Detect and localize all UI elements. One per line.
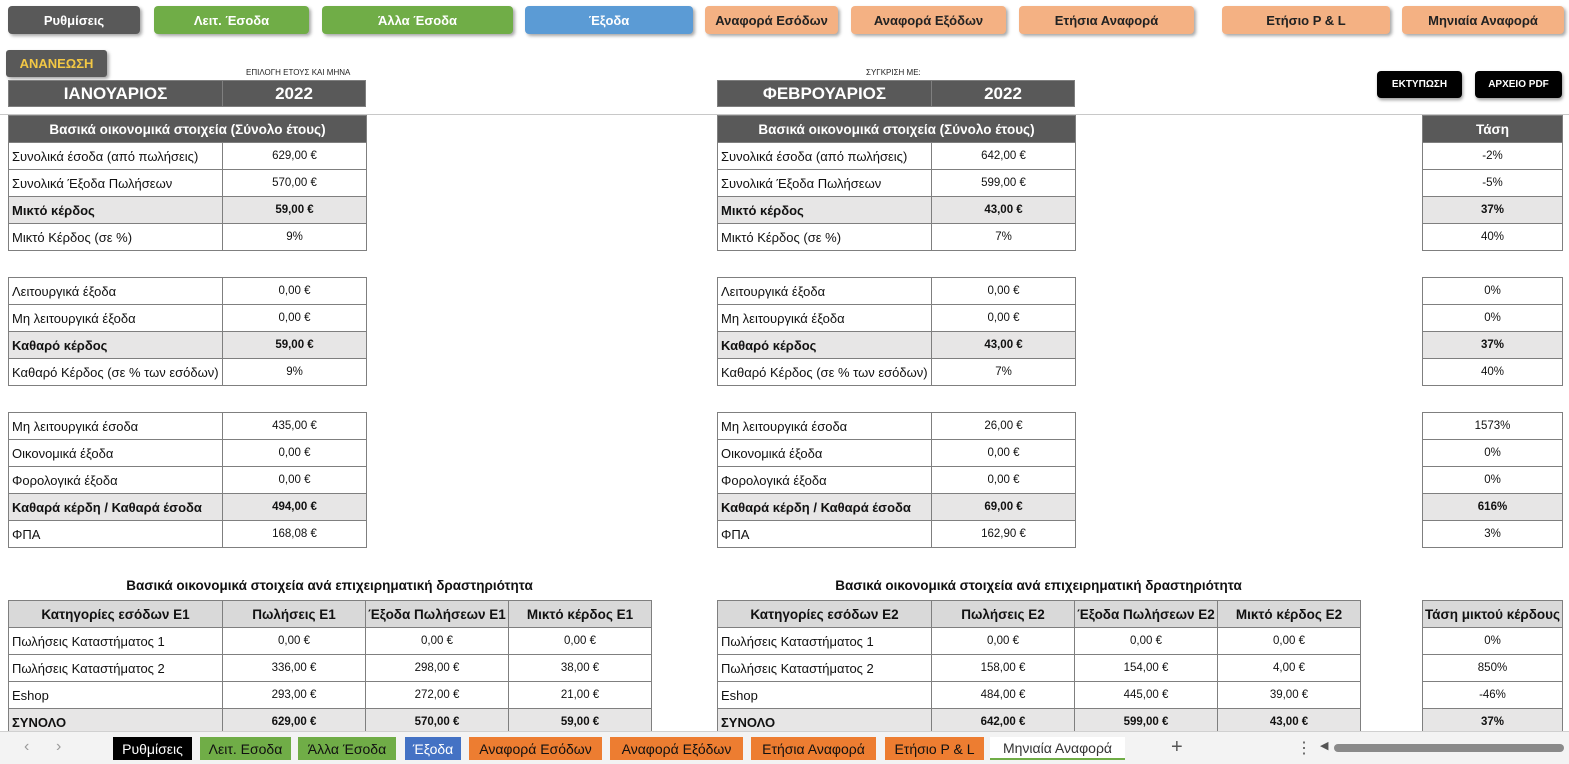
row-value[interactable]: -2% — [1423, 143, 1563, 170]
summary-row — [718, 224, 1076, 251]
row-value[interactable]: 0% — [1423, 278, 1563, 305]
trend-header: Τάση — [1423, 116, 1563, 143]
row-label: Καθαρά κέρδη / Καθαρά έσοδα — [718, 494, 932, 521]
activity-row — [718, 628, 1361, 655]
row-label: Συνολικά έσοδα (από πωλήσεις) — [718, 143, 932, 170]
row-label: Μη λειτουργικά έξοδα — [9, 305, 223, 332]
activity-value[interactable]: 0,00 € — [1218, 628, 1361, 655]
row-label: Καθαρό Κέρδος (σε % των εσόδων) — [718, 359, 932, 386]
summary-row — [9, 440, 367, 467]
right-activity-table — [717, 600, 1361, 736]
summary-row — [9, 143, 367, 170]
row-value[interactable]: 0,00 € — [223, 278, 367, 305]
activity-category: Eshop — [718, 682, 932, 709]
scrollbar-thumb[interactable] — [1334, 744, 1564, 752]
more-options-icon[interactable]: ⋮ — [1296, 740, 1312, 757]
summary-row — [718, 521, 1076, 548]
activity-value[interactable]: 642,00 € — [932, 709, 1075, 736]
row-value[interactable]: 26,00 € — [932, 413, 1076, 440]
row-value[interactable]: 40% — [1423, 359, 1563, 386]
tab-annual-report[interactable]: Ετήσια Αναφορά — [751, 737, 876, 760]
summary-row — [9, 467, 367, 494]
nav-expense-report-button[interactable]: Αναφορά Εξόδων — [851, 6, 1006, 34]
row-label: Μη λειτουργικά έσοδα — [9, 413, 223, 440]
row-label: Συνολικά Έξοδα Πωλήσεων — [9, 170, 223, 197]
activity-value[interactable]: 59,00 € — [509, 709, 652, 736]
activity-category: Πωλήσεις Καταστήματος 1 — [718, 628, 932, 655]
activity-value[interactable]: 39,00 € — [1218, 682, 1361, 709]
pdf-button[interactable]: ΑΡΧΕΙΟ PDF — [1475, 71, 1562, 98]
scroll-left-icon[interactable]: ◀ — [1320, 740, 1329, 752]
tab-other-income[interactable]: Άλλα Έσοδα — [298, 737, 396, 760]
activity-trend-value[interactable]: 0% — [1423, 628, 1563, 655]
activity-value[interactable]: 0,00 € — [223, 628, 366, 655]
summary-row — [1423, 197, 1563, 224]
activity-value[interactable]: 0,00 € — [1075, 628, 1218, 655]
summary-row — [1423, 467, 1563, 494]
activity-trend-value[interactable]: -46% — [1423, 682, 1563, 709]
row-label: Καθαρό κέρδος — [9, 332, 223, 359]
activity-category: ΣΥΝΟΛΟ — [718, 709, 932, 736]
period-select-label: ΕΠΙΛΟΓΗ ΕΤΟΥΣ ΚΑΙ ΜΗΝΑ — [246, 68, 351, 77]
activity-category: ΣΥΝΟΛΟ — [9, 709, 223, 736]
summary-row — [1423, 413, 1563, 440]
activity-value[interactable]: 4,00 € — [1218, 655, 1361, 682]
row-label: Μικτό κέρδος — [718, 197, 932, 224]
activity-header: Κατηγορίες εσόδων Ε1 — [9, 601, 223, 628]
left-activity-title: Βασικά οικονομικά στοιχεία ανά επιχειρηματική δραστηριότητα — [126, 578, 533, 593]
row-value[interactable]: 0,00 € — [932, 278, 1076, 305]
activity-value[interactable]: 0,00 € — [366, 628, 509, 655]
row-value[interactable]: -5% — [1423, 170, 1563, 197]
spacer-row — [718, 251, 1076, 278]
row-value[interactable]: 3% — [1423, 521, 1563, 548]
summary-row — [9, 305, 367, 332]
activity-trend-value[interactable]: 37% — [1423, 709, 1563, 736]
row-value[interactable]: 37% — [1423, 197, 1563, 224]
activity-value[interactable]: 293,00 € — [223, 682, 366, 709]
summary-row — [1423, 278, 1563, 305]
row-value[interactable]: 599,00 € — [932, 170, 1076, 197]
right-month-select[interactable]: ΦΕΒΡΟΥΑΡΙΟΣ — [717, 80, 932, 107]
summary-row — [718, 413, 1076, 440]
row-value[interactable]: 0,00 € — [223, 467, 367, 494]
activity-trend-header: Τάση μικτού κέρδους — [1423, 601, 1563, 628]
activity-header: Έξοδα Πωλήσεων Ε2 — [1075, 601, 1218, 628]
row-label: Συνολικά έσοδα (από πωλήσεις) — [9, 143, 223, 170]
row-label: Μικτό κέρδος — [9, 197, 223, 224]
row-label: Μη λειτουργικά έσοδα — [718, 413, 932, 440]
row-value[interactable]: 168,08 € — [223, 521, 367, 548]
activity-value[interactable]: 599,00 € — [1075, 709, 1218, 736]
activity-value[interactable]: 0,00 € — [932, 628, 1075, 655]
trend-table — [1422, 115, 1563, 548]
row-value[interactable]: 59,00 € — [223, 197, 367, 224]
row-label: Συνολικά Έξοδα Πωλήσεων — [718, 170, 932, 197]
activity-value[interactable]: 629,00 € — [223, 709, 366, 736]
activity-row — [9, 655, 652, 682]
nav-monthly-report-button[interactable]: Μηνιαία Αναφορά — [1402, 6, 1564, 34]
activity-value[interactable]: 570,00 € — [366, 709, 509, 736]
summary-row — [718, 197, 1076, 224]
row-label: Φορολογικά έξοδα — [718, 467, 932, 494]
refresh-button[interactable]: ΑΝΑΝΕΩΣΗ — [6, 50, 107, 77]
summary-row — [1423, 440, 1563, 467]
activity-header: Μικτό κέρδος Ε1 — [509, 601, 652, 628]
tab-monthly-report[interactable]: Μηνιαία Αναφορά — [990, 737, 1125, 760]
row-value[interactable]: 0,00 € — [223, 440, 367, 467]
spacer-row — [9, 251, 367, 278]
activity-value[interactable]: 272,00 € — [366, 682, 509, 709]
activity-value[interactable]: 38,00 € — [509, 655, 652, 682]
activity-header: Κατηγορίες εσόδων Ε2 — [718, 601, 932, 628]
row-label: Οικονομικά έξοδα — [718, 440, 932, 467]
summary-row — [9, 521, 367, 548]
row-value[interactable]: 0% — [1423, 467, 1563, 494]
activity-value[interactable]: 336,00 € — [223, 655, 366, 682]
row-value[interactable]: 0% — [1423, 440, 1563, 467]
activity-value[interactable]: 298,00 € — [366, 655, 509, 682]
row-value[interactable]: 616% — [1423, 494, 1563, 521]
right-summary-header: Βασικά οικονομικά στοιχεία (Σύνολο έτους) — [718, 116, 1076, 143]
summary-row — [718, 440, 1076, 467]
activity-header: Έξοδα Πωλήσεων Ε1 — [366, 601, 509, 628]
row-value[interactable]: 0,00 € — [932, 440, 1076, 467]
spacer-row — [718, 386, 1076, 413]
summary-row — [1423, 494, 1563, 521]
row-value[interactable]: 162,90 € — [932, 521, 1076, 548]
row-value[interactable]: 43,00 € — [932, 332, 1076, 359]
summary-row — [718, 359, 1076, 386]
nav-operating-income-button[interactable]: Λειτ. Έσοδα — [154, 6, 309, 34]
summary-row — [718, 278, 1076, 305]
activity-value[interactable]: 21,00 € — [509, 682, 652, 709]
tab-operating-income[interactable]: Λειτ. Εσοδα — [200, 737, 291, 760]
row-value[interactable]: 0,00 € — [932, 467, 1076, 494]
row-label: Μικτό Κέρδος (σε %) — [718, 224, 932, 251]
summary-row — [718, 143, 1076, 170]
nav-expenses-button[interactable]: Έξοδα — [525, 6, 693, 34]
row-value[interactable]: 642,00 € — [932, 143, 1076, 170]
activity-row — [718, 682, 1361, 709]
summary-row — [718, 170, 1076, 197]
print-button[interactable]: ΕΚΤΥΠΩΣΗ — [1377, 71, 1462, 98]
tab-settings[interactable]: Ρυθμίσεις — [113, 737, 192, 760]
spacer-row — [1423, 386, 1563, 413]
summary-row — [1423, 332, 1563, 359]
left-summary-table — [8, 115, 367, 548]
right-activity-title: Βασικά οικονομικά στοιχεία ανά επιχειρηματική δραστηριότητα — [835, 578, 1242, 593]
right-summary-table — [717, 115, 1076, 548]
activity-category: Eshop — [9, 682, 223, 709]
row-value[interactable]: 9% — [223, 224, 367, 251]
nav-settings-button[interactable]: Ρυθμίσεις — [8, 6, 140, 34]
summary-row — [1423, 521, 1563, 548]
summary-row — [9, 494, 367, 521]
row-value[interactable]: 0,00 € — [932, 305, 1076, 332]
summary-row — [9, 359, 367, 386]
summary-row — [1423, 170, 1563, 197]
activity-value[interactable]: 445,00 € — [1075, 682, 1218, 709]
activity-category: Πωλήσεις Καταστήματος 2 — [9, 655, 223, 682]
row-value[interactable]: 40% — [1423, 224, 1563, 251]
nav-annual-pl-button[interactable]: Ετήσιο P & L — [1222, 6, 1390, 34]
activity-row — [9, 628, 652, 655]
row-label: Φορολογικά έξοδα — [9, 467, 223, 494]
row-value[interactable]: 69,00 € — [932, 494, 1076, 521]
activity-header: Πωλήσεις Ε2 — [932, 601, 1075, 628]
nav-other-income-button[interactable]: Άλλα Έσοδα — [322, 6, 513, 34]
row-label: Λειτουργικά έξοδα — [9, 278, 223, 305]
activity-row — [9, 682, 652, 709]
tab-prev-arrow-icon[interactable]: ‹ — [24, 738, 30, 755]
activity-header: Πωλήσεις Ε1 — [223, 601, 366, 628]
right-year-select[interactable]: 2022 — [931, 80, 1075, 107]
row-label: Μη λειτουργικά έξοδα — [718, 305, 932, 332]
row-value[interactable]: 0% — [1423, 305, 1563, 332]
spacer-row — [9, 386, 367, 413]
tab-next-arrow-icon[interactable]: › — [56, 738, 62, 755]
row-value[interactable]: 629,00 € — [223, 143, 367, 170]
left-year-select[interactable]: 2022 — [222, 80, 366, 107]
row-label: Οικονομικά έξοδα — [9, 440, 223, 467]
summary-row — [718, 494, 1076, 521]
activity-category: Πωλήσεις Καταστήματος 1 — [9, 628, 223, 655]
summary-row — [9, 197, 367, 224]
nav-annual-report-button[interactable]: Ετήσια Αναφορά — [1019, 6, 1194, 34]
activity-value[interactable]: 484,00 € — [932, 682, 1075, 709]
tab-annual-pl[interactable]: Ετήσιο P & L — [885, 737, 984, 760]
summary-row — [9, 278, 367, 305]
activity-trend-row — [1423, 655, 1563, 682]
row-label: ΦΠΑ — [718, 521, 932, 548]
row-label: Καθαρά κέρδη / Καθαρά έσοδα — [9, 494, 223, 521]
spacer-row — [1423, 251, 1563, 278]
compare-label: ΣΥΓΚΡΙΣΗ ΜΕ: — [866, 68, 921, 77]
tab-expenses[interactable]: Έξοδα — [405, 737, 461, 760]
activity-value[interactable]: 43,00 € — [1218, 709, 1361, 736]
activity-trend-row — [1423, 682, 1563, 709]
row-label: Μικτό Κέρδος (σε %) — [9, 224, 223, 251]
activity-trend-row — [1423, 628, 1563, 655]
summary-row — [1423, 143, 1563, 170]
activity-value[interactable]: 158,00 € — [932, 655, 1075, 682]
row-value[interactable]: 570,00 € — [223, 170, 367, 197]
row-value[interactable]: 0,00 € — [223, 305, 367, 332]
activity-trend-table — [1422, 600, 1563, 736]
row-value[interactable]: 7% — [932, 359, 1076, 386]
horizontal-scrollbar[interactable] — [1320, 742, 1565, 754]
activity-value[interactable]: 154,00 € — [1075, 655, 1218, 682]
row-value[interactable]: 37% — [1423, 332, 1563, 359]
row-value[interactable]: 1573% — [1423, 413, 1563, 440]
row-value[interactable]: 435,00 € — [223, 413, 367, 440]
summary-row — [1423, 305, 1563, 332]
activity-category: Πωλήσεις Καταστήματος 2 — [718, 655, 932, 682]
activity-value[interactable]: 0,00 € — [509, 628, 652, 655]
row-label: Καθαρό κέρδος — [718, 332, 932, 359]
row-value[interactable]: 43,00 € — [932, 197, 1076, 224]
row-label: Καθαρό Κέρδος (σε % των εσόδων) — [9, 359, 223, 386]
left-activity-table — [8, 600, 652, 736]
row-value[interactable]: 59,00 € — [223, 332, 367, 359]
summary-row — [9, 170, 367, 197]
activity-header: Μικτό κέρδος Ε2 — [1218, 601, 1361, 628]
add-sheet-icon[interactable]: + — [1171, 736, 1183, 758]
summary-row — [718, 467, 1076, 494]
summary-row — [9, 224, 367, 251]
summary-row — [9, 413, 367, 440]
row-label: Λειτουργικά έξοδα — [718, 278, 932, 305]
row-value[interactable]: 494,00 € — [223, 494, 367, 521]
left-summary-header: Βασικά οικονομικά στοιχεία (Σύνολο έτους) — [9, 116, 367, 143]
summary-row — [9, 332, 367, 359]
row-label: ΦΠΑ — [9, 521, 223, 548]
summary-row — [718, 305, 1076, 332]
summary-row — [718, 332, 1076, 359]
activity-row — [718, 655, 1361, 682]
nav-income-report-button[interactable]: Αναφορά Εσόδων — [705, 6, 838, 34]
summary-row — [1423, 224, 1563, 251]
sheet-tab-bar — [0, 731, 1569, 764]
tab-income-report[interactable]: Αναφορά Εσόδων — [469, 737, 602, 760]
summary-row — [1423, 359, 1563, 386]
row-value[interactable]: 7% — [932, 224, 1076, 251]
tab-expense-report[interactable]: Αναφορά Εξόδων — [610, 737, 743, 760]
activity-trend-value[interactable]: 850% — [1423, 655, 1563, 682]
row-value[interactable]: 9% — [223, 359, 367, 386]
left-month-select[interactable]: ΙΑΝΟΥΑΡΙΟΣ — [8, 80, 223, 107]
